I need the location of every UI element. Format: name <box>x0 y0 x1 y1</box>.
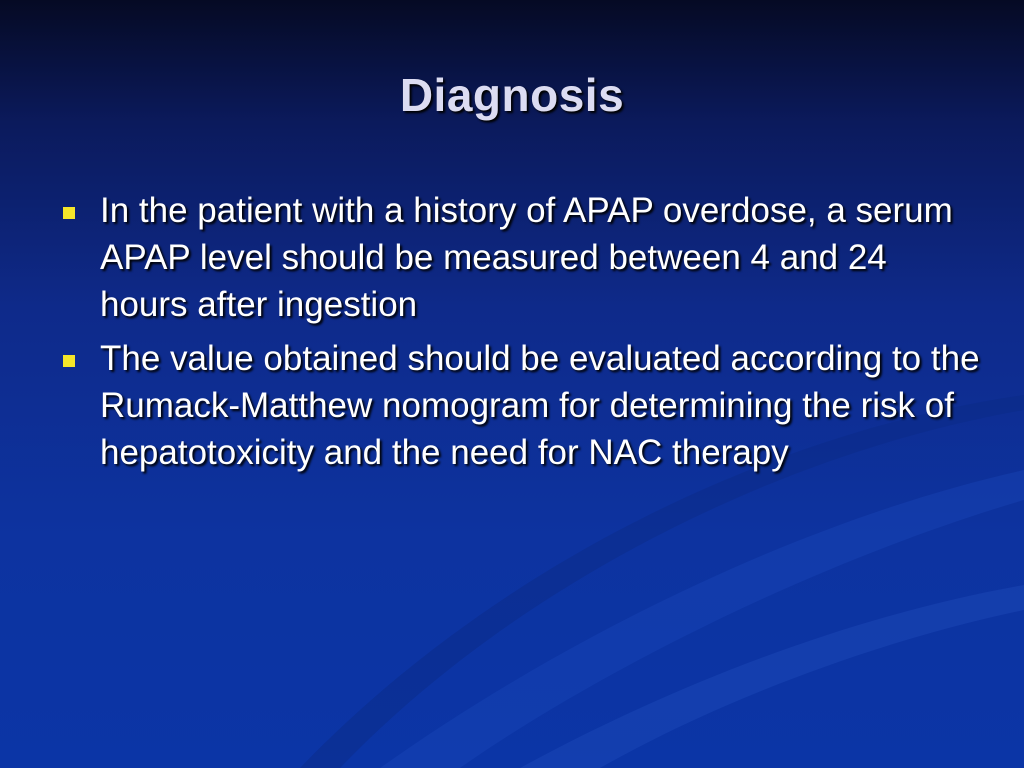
bullet-item <box>62 187 982 328</box>
bullet-list <box>62 187 982 483</box>
square-bullet-icon <box>63 355 75 367</box>
bullet-item <box>62 335 982 476</box>
slide-title: Diagnosis <box>399 69 625 121</box>
square-bullet-icon <box>63 207 75 219</box>
bullet-text: In the patient with a history of APAP overdose, a serum APAP level should be measured between 4 and 24 hours after ingestion <box>100 191 953 324</box>
bullet-text: The value obtained should be evaluated according to the Rumack-Matthew nomogram for determining the risk of hepatotoxicity and the need for NAC therapy <box>100 339 980 472</box>
